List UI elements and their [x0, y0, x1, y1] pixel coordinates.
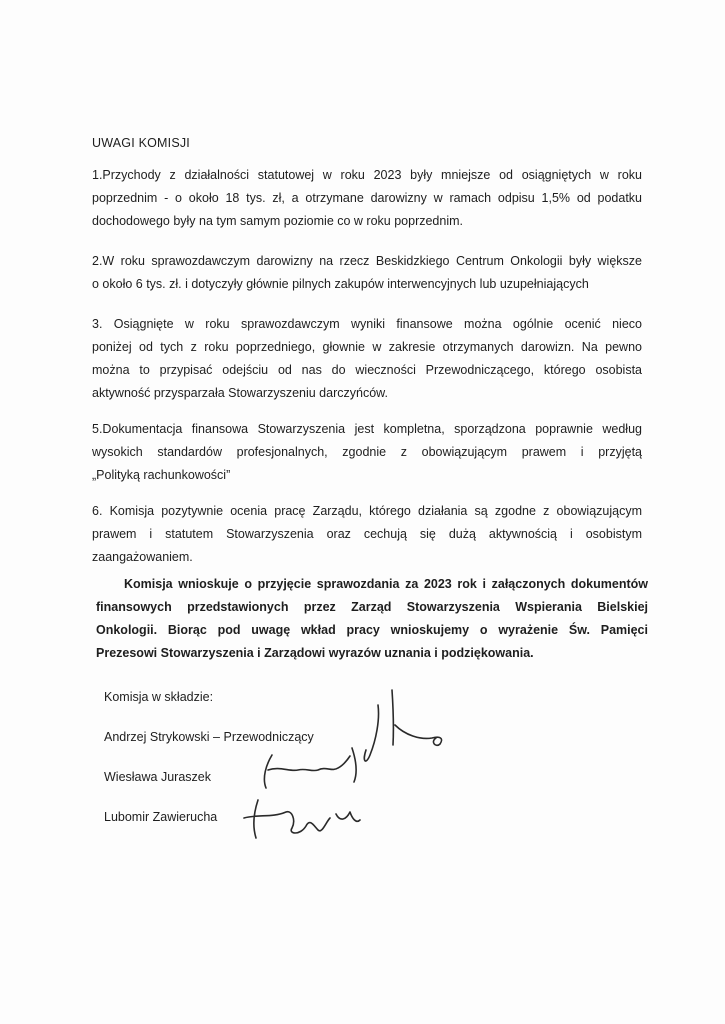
- paragraph-3: [92, 313, 642, 405]
- committee-member-chair: Andrzej Strykowski – Przewodniczący: [104, 730, 314, 744]
- paragraph-1: [92, 164, 642, 233]
- paragraph-line: o około 6 tys. zł. i dotyczyły głównie pilnych zakupów interwencyjnych lub uzupełniających: [92, 277, 589, 291]
- conclusion-paragraph: [96, 573, 648, 665]
- signature-chair: [364, 690, 441, 761]
- paragraph-line: aktywność przysparzała Stowarzyszeniu darczyńców.: [92, 386, 388, 400]
- paragraph-line: 5.Dokumentacja finansowa Stowarzyszenia jest kompletna, sporządzona poprawnie według: [92, 422, 642, 436]
- paragraph-6: [92, 500, 642, 569]
- conclusion-line: Komisja wnioskuje o przyjęcie sprawozdania za 2023 rok i załączonych dokumentów: [124, 577, 648, 591]
- paragraph-line: poprzednim - o około 18 tys. zł, a otrzymane darowizny w ramach odpisu 1,5% od podatku: [92, 191, 642, 205]
- paragraph-line: „Polityką rachunkowości”: [92, 468, 231, 482]
- paragraph-line: dochodowego były na tym samym poziomie co w roku poprzednim.: [92, 214, 464, 228]
- committee-label: Komisja w składzie:: [104, 690, 214, 704]
- signature-zawierucha: [244, 800, 360, 838]
- committee-member: Lubomir Zawierucha: [104, 810, 218, 824]
- paragraph-line: zaangażowaniem.: [92, 550, 193, 564]
- paragraph-line: wysokich standardów profesjonalnych, zgodnie z obowiązującym prawem i przyjętą: [92, 445, 642, 459]
- paragraph-line: 1.Przychody z działalności statutowej w roku 2023 były mniejsze od osiągniętych w roku: [92, 168, 642, 182]
- conclusion-line: finansowych przedstawionych przez Zarząd Stowarzyszenia Wspierania Bielskiej: [96, 600, 648, 614]
- conclusion-line: Onkologii. Biorąc pod uwagę wkład pracy wnioskujemy o wyrażenie Św. Pamięci: [96, 623, 648, 637]
- paragraph-line: można to przypisać odejściu od nas do wieczności Przewodniczącego, którego osobista: [92, 363, 642, 377]
- paragraph-line: 2.W roku sprawozdawczym darowizny na rzecz Beskidzkiego Centrum Onkologii były większe: [92, 254, 642, 268]
- conclusion-line: Prezesowi Stowarzyszenia i Zarządowi wyrazów uznania i podziękowania.: [96, 646, 534, 660]
- paragraph-2: [92, 250, 642, 296]
- document-heading: UWAGI KOMISJI: [92, 136, 190, 150]
- paragraph-line: poniżej od tych z roku poprzedniego, głownie w zakresie otrzymanych darowizn. Na pewno: [92, 340, 642, 354]
- paragraph-line: 3. Osiągnięte w roku sprawozdawczym wyniki finansowe można ogólnie ocenić nieco: [92, 317, 642, 331]
- paragraph-line: 6. Komisja pozytywnie ocenia pracę Zarządu, którego działania są zgodne z obowiązującym: [92, 504, 642, 518]
- signature-juraszek: [264, 748, 356, 788]
- paragraph-5: [92, 418, 642, 487]
- paragraph-line: prawem i statutem Stowarzyszenia oraz cechują się dużą aktywnością i osobistym: [92, 527, 642, 541]
- committee-member: Wiesława Juraszek: [104, 770, 211, 784]
